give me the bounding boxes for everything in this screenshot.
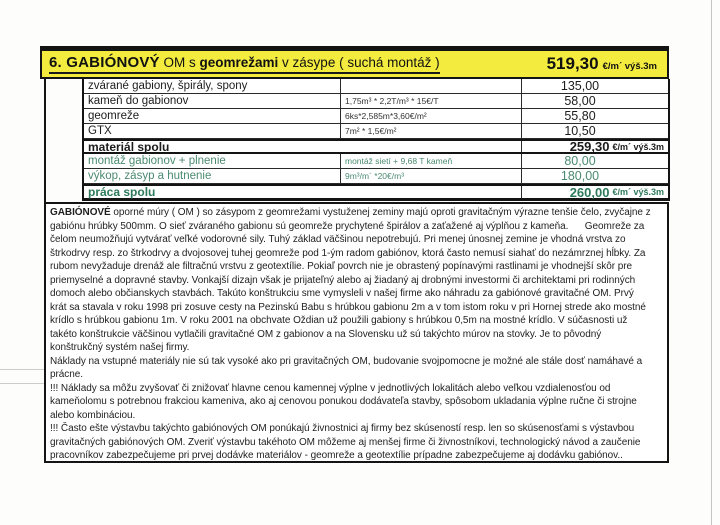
table-row-work (84, 154, 668, 169)
body-line: Náklady na vstupné materiály nie sú tak vysoké ako pri gravitačných OM, budovanie svojpomocne je možné ale stále dosť namáhavé a (50, 355, 643, 367)
total-unit: €/m´ výš.3m (612, 187, 664, 197)
row-label: práca spolu (88, 185, 156, 199)
body-line: čelom neumožňujú vytvárať veľké vodorovné sily. Tuhý základ väčšinou nepotrebujú. Pri menej únosnej zemine je vhodná vrstva zo (50, 234, 626, 245)
row-value: 80,00 (521, 154, 668, 168)
row-label: montáž gabionov + plnenie (88, 155, 226, 167)
row-value (521, 141, 668, 152)
row-value: 55,80 (521, 109, 668, 123)
body-line: GABIÓNOVÉ oporné múry ( OM ) so zásypom z geomrežami vystuženej zeminy majú oproti gravitačným výrazne tenšie čelo, zvyčajne z (50, 207, 651, 218)
body-line: štrkodrvy resp. zo štrkodrvy a dvojosovej tuhej geomreže pod 1-ým radom gabiónov, ktorá často nemusí siahať do nezámrznej hĺbky. Za (50, 247, 646, 259)
body-line: krídlo s hrúbkou gabionu 1m. V roku 2001 na obchvate Oždian už použili gabiony s hrúbkou 0,5m na mostné krídlo. V súčasnosti už (50, 315, 628, 326)
row-calc: 6ks*2,585m*3,60€/m² (340, 109, 521, 123)
body-line: !!! Často ešte výstavbu takýchto gabiónových OM ponúkajú živnostnici aj firmy bez skúseností resp. len so skúsenosťami s výstavbou (50, 423, 635, 434)
page-edge-scan-line (711, 0, 712, 525)
scan-line-artifact (0, 383, 45, 384)
price-value: 519,30 (546, 54, 599, 73)
row-label: kameň do gabionov (88, 95, 189, 107)
body-line: !!! Náklady sa môžu zvyšovať či znižovať hlavne cenou kamennej výplne v jednotlivých lokalitách alebo veľkou vzdialenosťou od (50, 382, 611, 394)
row-label: výkop, zásyp a hutnenie (88, 170, 212, 182)
body-line: konštrukčný systém našej firmy. (50, 342, 190, 353)
row-calc (340, 79, 521, 93)
row-calc: 1,75m³ * 2,2T/m³ * 15€/T (340, 94, 521, 108)
outer-box-left-border (44, 78, 46, 203)
price-unit: €/m´ výš.3m (602, 61, 657, 72)
total-value: 260,00 (569, 184, 610, 200)
row-value: 10,50 (521, 124, 668, 138)
row-value: 180,00 (521, 169, 668, 183)
body-line: kameňolomu s potrebnou frakciou kameniva, ako aj cenovou ponukou dodávateľa stavby, spôsobom ukladania výplne ručne či strojne (50, 396, 637, 407)
table-row-material (84, 109, 668, 124)
body-line: prácne. (50, 369, 84, 380)
row-value (521, 186, 668, 198)
table-row-material (84, 94, 668, 109)
row-label: materiál spolu (88, 139, 170, 154)
total-unit: €/m´ výš.3m (612, 141, 664, 152)
body-line: krát sa stavala v roku 1998 pri zosuve cesty na Pezinskú Babu s hrúbkou gabionu 2m a v tom istom roku v pri Hornej strede ako mostné (50, 301, 646, 313)
body-line: alebo kombináciou. (50, 409, 136, 421)
table-row-material (84, 124, 668, 139)
table-row-work (84, 169, 668, 184)
section-title: 6. GABIÓNOVÝ OM s geomrežami v zásype ( suchá montáž ) (49, 54, 440, 74)
body-line: rubom nevyžaduje drenáž ale filtračnú vrstvu z geotextílie. Pokiaľ povrch nie je obrastený popínavými rastlinami je vhodnejší skôr pre (50, 261, 633, 272)
body-line: priemyselné a dopravné stavby. Vonkajší dizajn však je prijateľný alebo aj žiadaný aj drobnými investormi či architektami pri rodinných (50, 274, 636, 286)
row-calc: 7m² * 1,5€/m² (340, 124, 521, 138)
body-line: domoch alebo občianskych stavbách. Takúto konštrukciu sme vymysleli v našej firme ako náhradu za gabiónové gravitačné OM. Prvý (50, 288, 634, 299)
row-label: geomreže (88, 110, 140, 122)
row-label: zvárané gabiony, špirály, spony (88, 80, 248, 92)
section-number: 6. GABIÓNOVÝ (49, 54, 160, 71)
scan-line-artifact (0, 369, 45, 370)
row-calc: montáž sietí + 9,68 T kameň (340, 154, 521, 168)
section-header (40, 46, 669, 79)
row-label: GTX (88, 125, 112, 137)
cost-table (82, 79, 670, 201)
body-line: takéto konštrukcie väčšinou vytlačili gravitačné OM z gabionov a na Slovensku už sú takýchto múrov na stovky. Je to pôvodný (50, 328, 602, 340)
body-line: gravitačných gabiónových OM. Zveriť výstavbu takéhoto OM môžeme aj menšej firme či živnostníkovi, technologický návod a zaučenie (50, 436, 641, 448)
table-row-material (84, 79, 668, 94)
body-lead-word: GABIÓNOVÉ (50, 207, 111, 218)
body-line: gabiónu hrúbky 500mm. O sieť zváraného gabionu sú geomreže prychytené špirálov a zaťažené aj výplňou z kameňa. Geomreže za (50, 220, 645, 232)
section-total-price (547, 54, 657, 74)
body-line: pracovníkov zabezpečujeme pri prvej dodávke materiálov - geomreže a geotextílie prípadne zabezpečujeme aj dodávku gabiónov.. (50, 450, 623, 461)
row-value: 135,00 (521, 79, 668, 93)
table-row-work-total (84, 184, 668, 201)
row-calc: 9m³/m´ *20€/m³ (340, 169, 521, 183)
description-text-box (44, 202, 669, 463)
table-row-material-total (84, 139, 668, 154)
row-value: 58,00 (521, 94, 668, 108)
total-value: 259,30 (569, 139, 610, 154)
